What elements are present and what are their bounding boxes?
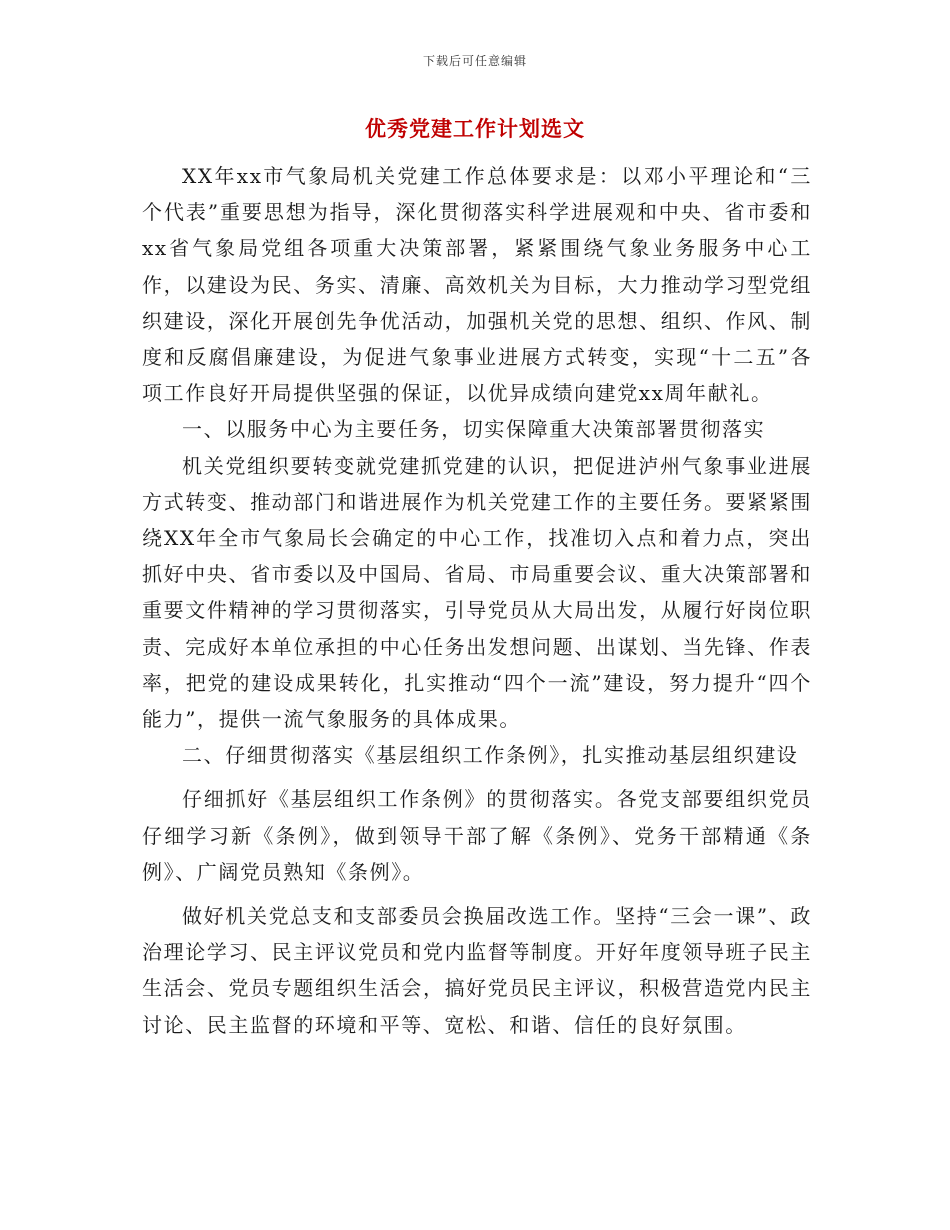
- document-body: [142, 158, 812, 1043]
- paragraph-section-2a: 仔细抓好《基层组织工作条例》的贯彻落实。各党支部要组织党员仔细学习新《条例》，做到领导干部了解《条例》、党务干部精通《条例》、广阔党员熟知《条例》。: [142, 787, 812, 884]
- paragraph-intro: XX年xx市气象局机关党建工作总体要求是：以邓小平理论和“三个代表”重要思想为指导，深化贯彻落实科学进展观和中央、省市委和xx省气象局党组各项重大决策部署，紧紧围绕气象业务服务中心工作，以建设为民、务实、清廉、高效机关为目标，大力推动学习型党组织建设，深化开展创先争优活动，加强机关党的思想、组织、作风、制度和反腐倡廉建设，为促进气象事业进展方式转变，实现“十二五”各项工作良好开局提供坚强的保证，以优异成绩向建党xx周年献礼。: [142, 164, 812, 406]
- document-title: 优秀党建工作计划选文: [365, 116, 585, 141]
- section-heading-1: 一、以服务中心为主要任务，切实保障重大决策部署贯彻落实: [182, 417, 766, 442]
- paragraph-section-2b: 做好机关党总支和支部委员会换届改选工作。坚持“三会一课”、政治理论学习、民主评议党员和党内监督等制度。开好年度领导班子民主生活会、党员专题组织生活会，搞好党员民主评议，积极营造党内民主讨论、民主监督的环境和平等、宽松、和谐、信任的良好氛围。: [142, 904, 812, 1037]
- header-note: 下载后可任意编辑: [422, 54, 527, 68]
- section-heading-2: 二、仔细贯彻落实《基层组织工作条例》，扎实推动基层组织建设: [182, 743, 799, 768]
- paragraph-section-1: 机关党组织要转变就党建抓党建的认识，把促进泸州气象事业进展方式转变、推动部门和谐进展作为机关党建工作的主要任务。要紧紧围绕XX年全市气象局长会确定的中心工作，找准切入点和着力点，突出抓好中央、省市委以及中国局、省局、市局重要会议、重大决策部署和重要文件精神的学习贯彻落实，引导党员从大局出发，从履行好岗位职责、完成好本单位承担的中心任务出发想问题、出谋划、当先锋、作表率，把党的建设成果转化，扎实推动“四个一流”建设，努力提升“四个能力”，提供一流气象服务的具体成果。: [142, 453, 812, 732]
